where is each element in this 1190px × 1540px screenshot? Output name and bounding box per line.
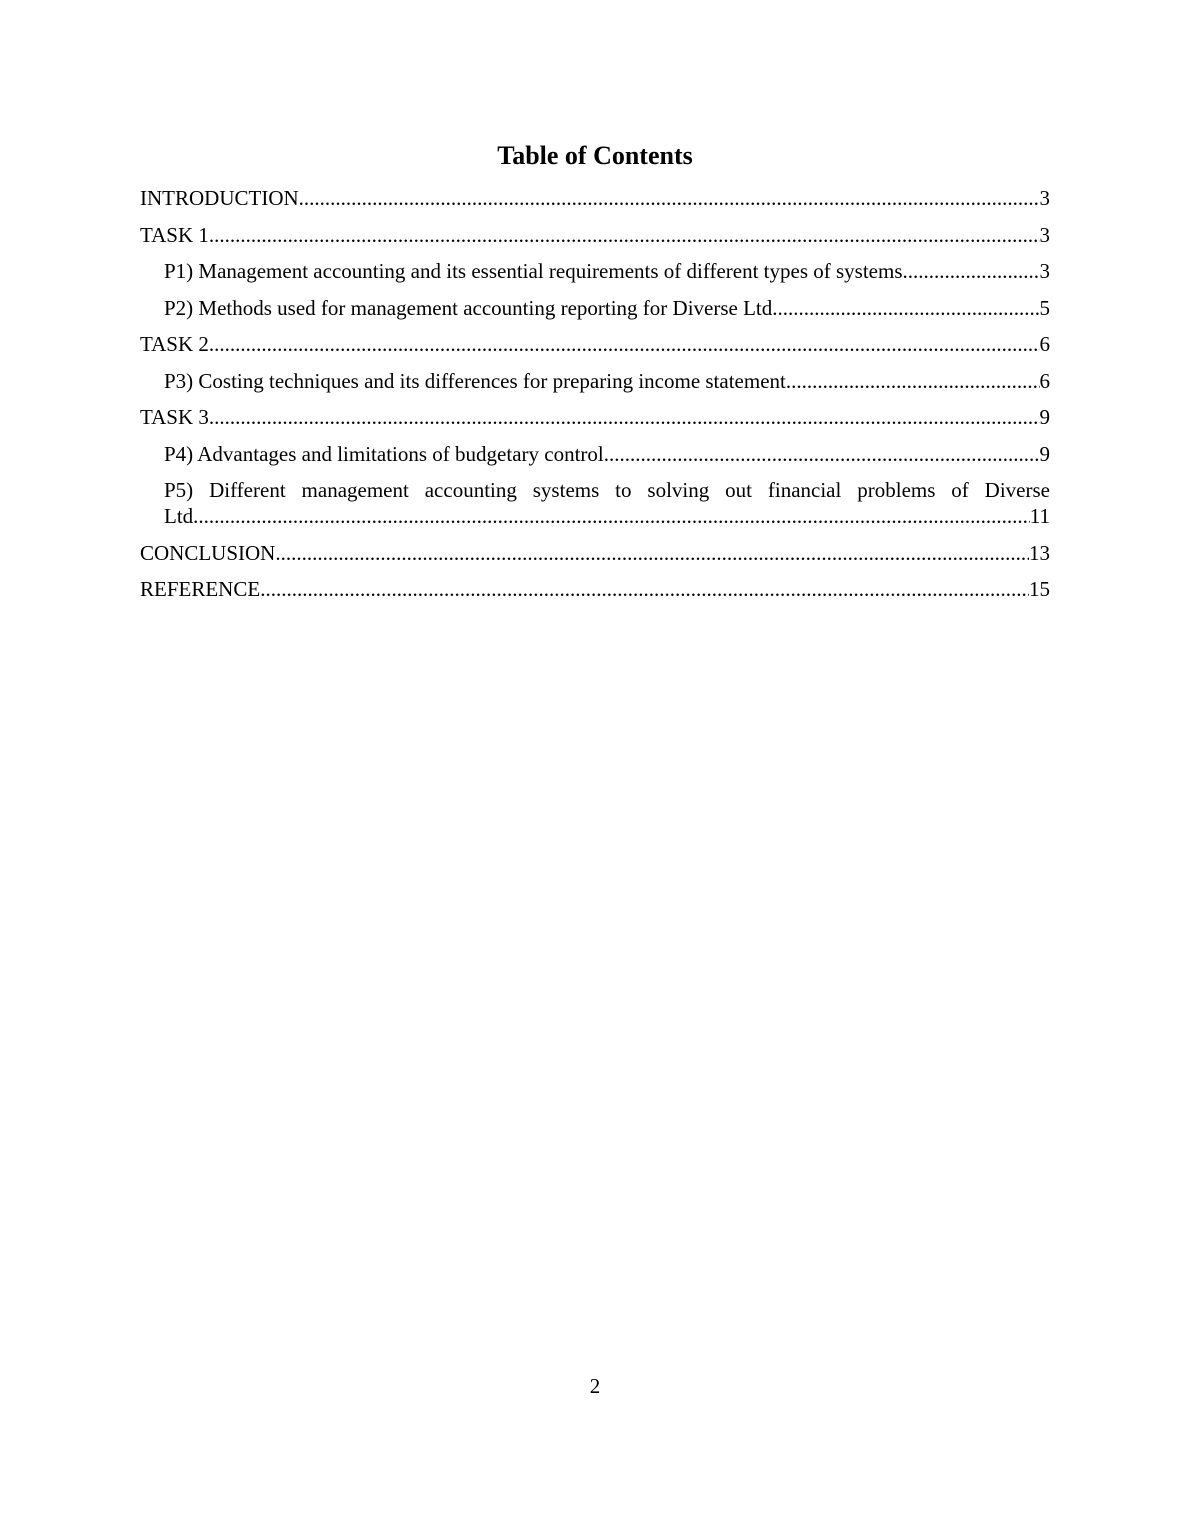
toc-title: Table of Contents (497, 141, 693, 170)
toc-page-number: 15 (1029, 577, 1050, 601)
toc-entry-label: TASK 3 (140, 405, 209, 429)
toc-entry-reference[interactable] (140, 576, 1050, 602)
toc-entry-label: P3) Costing techniques and its differences for preparing income statement (164, 368, 786, 393)
toc-page-number: 13 (1029, 540, 1050, 565)
toc-entry-label: P4) Advantages and limitations of budgetary control (164, 441, 604, 466)
table-of-contents (140, 185, 1050, 613)
toc-dot-leader (604, 441, 1040, 467)
toc-dot-leader (275, 540, 1029, 566)
toc-entry-label: CONCLUSION (140, 540, 276, 565)
toc-entry-label: TASK 1 (140, 222, 209, 247)
toc-entry-label: REFERENCE (140, 577, 261, 601)
toc-entry-conclusion[interactable] (140, 540, 1050, 566)
toc-page-number: 11 (1029, 504, 1050, 528)
toc-entry-p4[interactable] (140, 441, 1050, 467)
toc-dot-leader (193, 503, 1030, 529)
toc-page-number: 9 (1039, 405, 1050, 429)
toc-entry-task-2[interactable] (140, 331, 1050, 357)
toc-entry-p1[interactable] (140, 258, 1050, 284)
toc-entry-p3[interactable] (140, 368, 1050, 394)
toc-dot-leader (209, 331, 1040, 357)
toc-dot-leader (260, 576, 1029, 602)
toc-entry-label-line-1: P5) Different management accounting systems to solving out financial problems of Diverse (164, 478, 1050, 502)
toc-entry-p5[interactable] (140, 477, 1050, 529)
toc-entry-p2[interactable] (140, 295, 1050, 321)
toc-entry-label: P2) Methods used for management accounting reporting for Diverse Ltd (164, 295, 773, 320)
toc-dot-leader (209, 222, 1040, 248)
toc-dot-leader (772, 295, 1039, 321)
toc-page-number: 9 (1039, 441, 1050, 466)
toc-entry-label: P1) Management accounting and its essential requirements of different types of systems (164, 259, 903, 283)
toc-entry-task-1[interactable] (140, 222, 1050, 248)
toc-page-number: 5 (1039, 295, 1050, 320)
toc-entry-second-line (164, 503, 1050, 529)
toc-entry-task-3[interactable] (140, 404, 1050, 430)
toc-page-number: 3 (1039, 222, 1050, 247)
toc-dot-leader (903, 258, 1040, 284)
toc-dot-leader (209, 404, 1040, 430)
toc-entry-label: INTRODUCTION (140, 186, 299, 210)
toc-entry-label: TASK 2 (140, 332, 209, 356)
toc-page-number: 6 (1039, 368, 1050, 393)
toc-page-number: 3 (1039, 186, 1050, 210)
page-number: 2 (589, 1374, 601, 1398)
toc-entry-label-line-2: Ltd (164, 504, 194, 528)
toc-entry-introduction[interactable] (140, 185, 1050, 211)
toc-dot-leader (299, 185, 1040, 211)
toc-page-number: 3 (1039, 259, 1050, 283)
toc-page-number: 6 (1039, 332, 1050, 356)
toc-dot-leader (786, 368, 1040, 394)
